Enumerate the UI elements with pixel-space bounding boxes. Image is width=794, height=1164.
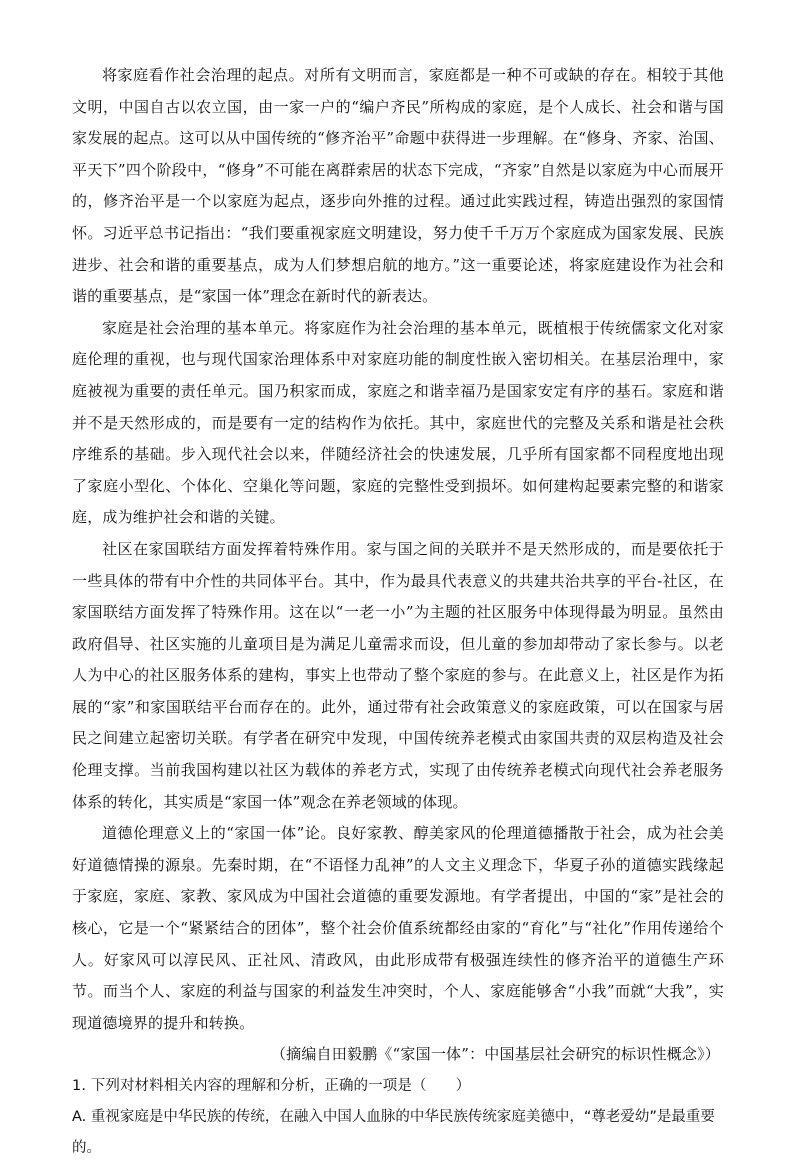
- paragraph-2: 家庭是社会治理的基本单元。将家庭作为社会治理的基本单元，既植根于传统儒家文化对家庭伦理的重视，也与现代国家治理体系中对家庭功能的制度性嵌入密切相关。在基层治理中，家庭被视为重要的责任单元。国乃积家而成，家庭之和谐幸福乃是国家安定有序的基石。家庭和谐并不是天然形成的，而是要有一定的结构作为依托。其中，家庭世代的完整及关系和谐是社会秩序维系的基础。步入现代社会以来，伴随经济社会的快速发展，几乎所有国家都不同程度地出现了家庭小型化、个体化、空巢化等问题，家庭的完整性受到损坏。如何建构起要素完整的和谐家庭，成为维护社会和谐的关键。: [72, 318, 724, 527]
- question-stem: 1. 下列对材料相关内容的理解和分析，正确的一项是（ ）: [72, 1078, 471, 1094]
- paragraph-1: 将家庭看作社会治理的起点。对所有文明而言，家庭都是一种不可或缺的存在。相较于其他文明，中国自古以农立国，由一家一户的“编户齐民”所构成的家庭，是个人成长、社会和谐与国家发展的起点。这可以从中国传统的“修齐治平”命题中获得进一步理解。在“修身、齐家、治国、平天下”四个阶段中，“修身”不可能在离群索居的状态下完成，“齐家”自然是以家庭为中心而展开的，修齐治平是一个以家庭为起点，逐步向外推的过程。通过此实践过程，铸造出强烈的家国情怀。习近平总书记指出：“我们要重视家庭文明建设，努力使千千万万个家庭成为国家发展、民族进步、社会和谐的重要基点，成为人们梦想启航的地方。”这一重要论述，将家庭建设作为社会和谐的重要基点，是“家国一体”理念在新时代的新表达。: [72, 66, 724, 306]
- document-page: [72, 60, 724, 1164]
- option-a: A. 重视家庭是中华民族的传统，在融入中国人血脉的中华民族传统家庭美德中，“尊老爱幼”是最重要的。: [72, 1109, 715, 1156]
- paragraph-4: 道德伦理意义上的“家国一体”论。良好家教、醇美家风的伦理道德播散于社会，成为社会美好道德情操的源泉。先秦时期，在“不语怪力乱神”的人文主义理念下，华夏子孙的道德实践缘起于家庭，家庭、家教、家风成为中国社会道德的重要发源地。有学者提出，中国的“家”是社会的核心，它是一个“紧紧结合的团体”，整个社会价值系统都经由家的“育化”与“社化”作用传递给个人。好家风可以淳民风、正社风、清政风，由此形成带有极强连续性的修齐治平的道德生产环节。而当个人、家庭的利益与国家的利益发生冲突时，个人、家庭能够舍“小我”而就“大我”，实现道德境界的提升和转换。: [72, 824, 724, 1032]
- source-citation: （摘编自田毅鹏《“家国一体”：中国基层社会研究的标识性概念》）: [270, 1045, 720, 1064]
- paragraph-3: 社区在家国联结方面发挥着特殊作用。家与国之间的关联并不是天然形成的，而是要依托于一些具体的带有中介性的共同体平台。其中，作为最具代表意义的共建共治共享的平台-社区，在家国联结方面发挥了特殊作用。这在以“一老一小”为主题的社区服务中体现得最为明显。虽然由政府倡导、社区实施的儿童项目是为满足儿童需求而设，但儿童的参加却带动了家长参与。以老人为中心的社区服务体系的建构，事实上也带动了整个家庭的参与。在此意义上，社区是作为拓展的“家”和家国联结平台而存在的。此外，通过带有社会政策意义的家庭政策，可以在国家与居民之间建立起密切关联。有学者在研究中发现，中国传统养老模式由家国共责的双层构造及社会伦理支撑。当前我国构建以社区为载体的养老方式，实现了由传统养老模式向现代社会养老服务体系的转化，其实质是“家国一体”观念在养老领域的体现。: [72, 539, 724, 811]
